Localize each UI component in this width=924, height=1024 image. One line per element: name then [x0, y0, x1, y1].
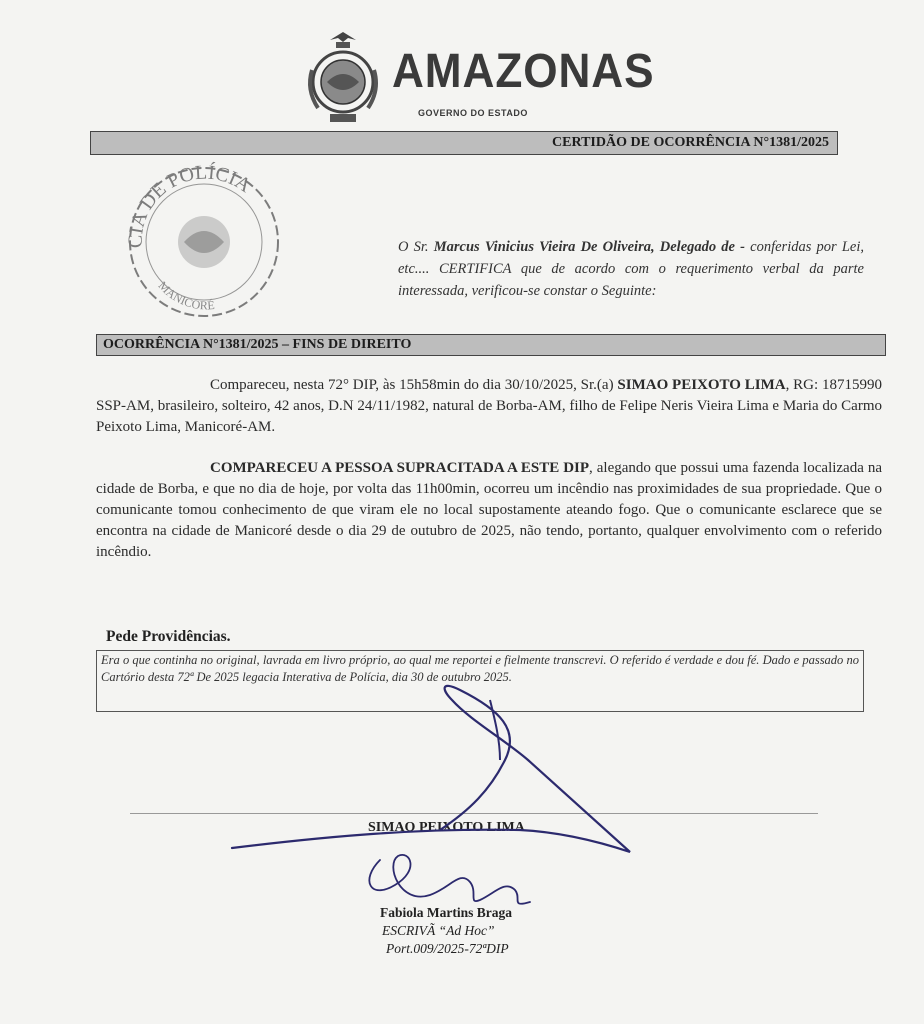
report-lead: COMPARECEU A PESSOA SUPRACITADA A ESTE DIP [210, 460, 590, 476]
stamp-text-top: CIA DE POLÍCIA [124, 161, 255, 249]
occurrence-section-bar [96, 334, 886, 356]
complainant-name: SIMAO PEIXOTO LIMA [617, 377, 786, 393]
stamp-text-bottom: MANICORÉ [155, 278, 216, 313]
clerk-ordinance: Port.009/2025-72ªDIP [386, 941, 509, 956]
signatory-name: SIMAO PEIXOTO LIMA [368, 820, 525, 835]
providencias-heading: Pede Providências. [106, 628, 231, 645]
closing-statement-box: Era o que continha no original, lavrada em livro próprio, ao qual me reportei e fielmente transcrevi. O referido é verdade e dou fé. Dado e passado no Cartório desta 72ª De 2025 legacia Interativa de Polícia, dia 30 de outubro 2025. [96, 650, 864, 712]
clerk-name: Fabiola Martins Braga [380, 905, 512, 920]
clerk-block [380, 904, 580, 958]
svg-text:MANICORÉ [156, 279, 216, 313]
certificate-title-bar [90, 131, 838, 155]
certificate-title: CERTIDÃO DE OCORRÊNCIA N°1381/2025 [552, 135, 829, 150]
clerk-role: ESCRIVÃ “Ad Hoc” [382, 923, 495, 938]
officer-name: Marcus Vinicius Vieira De Oliveira, Delegado de - [433, 239, 745, 255]
brand-title: AMAZONAS [392, 45, 655, 98]
signature-line [130, 813, 818, 814]
paragraph-attendance: Compareceu, nesta 72° DIP, às 15h58min do dia 30/10/2025, Sr.(a) SIMAO PEIXOTO LIMA, RG: 18715990 SSP-AM, brasileiro, solteiro, 42 anos, D.N 24/11/1982, natural de Borba-AM, filho de Felipe Neris Vieira Lima e Maria do Carmo Peixoto Lima, Manicoré-AM. [96, 377, 882, 435]
brand-subtitle: GOVERNO DO ESTADO [418, 108, 528, 118]
coat-of-arms-icon [300, 30, 386, 128]
paragraph-report: COMPARECEU A PESSOA SUPRACITADA A ESTE DIP, alegando que possui uma fazenda localizada na cidade de Borba, e que no dia de hoje, por volta das 11h00min, ocorreu um incêndio nas proximidades de sua propriedade. Que o comunicante tomou conhecimento de que viram ele no local supostamente ateando fogo. Que o comunicante esclarece que se encontra na cidade de Manicoré desde o dia 29 de outubro de 2025, não tendo, portanto, qualquer envolvimento com o referido incêndio. [96, 460, 882, 560]
police-stamp-seal [118, 156, 286, 324]
intro-paragraph: O Sr. Marcus Vinicius Vieira De Oliveira, Delegado de - conferidas por Lei, etc.... CERTIFICA que de acordo com o requerimento verbal da parte interessada, verificou-se constar o Seguinte: [398, 239, 864, 299]
occurrence-section-title: OCORRÊNCIA N°1381/2025 – FINS DE DIREITO [103, 337, 412, 352]
